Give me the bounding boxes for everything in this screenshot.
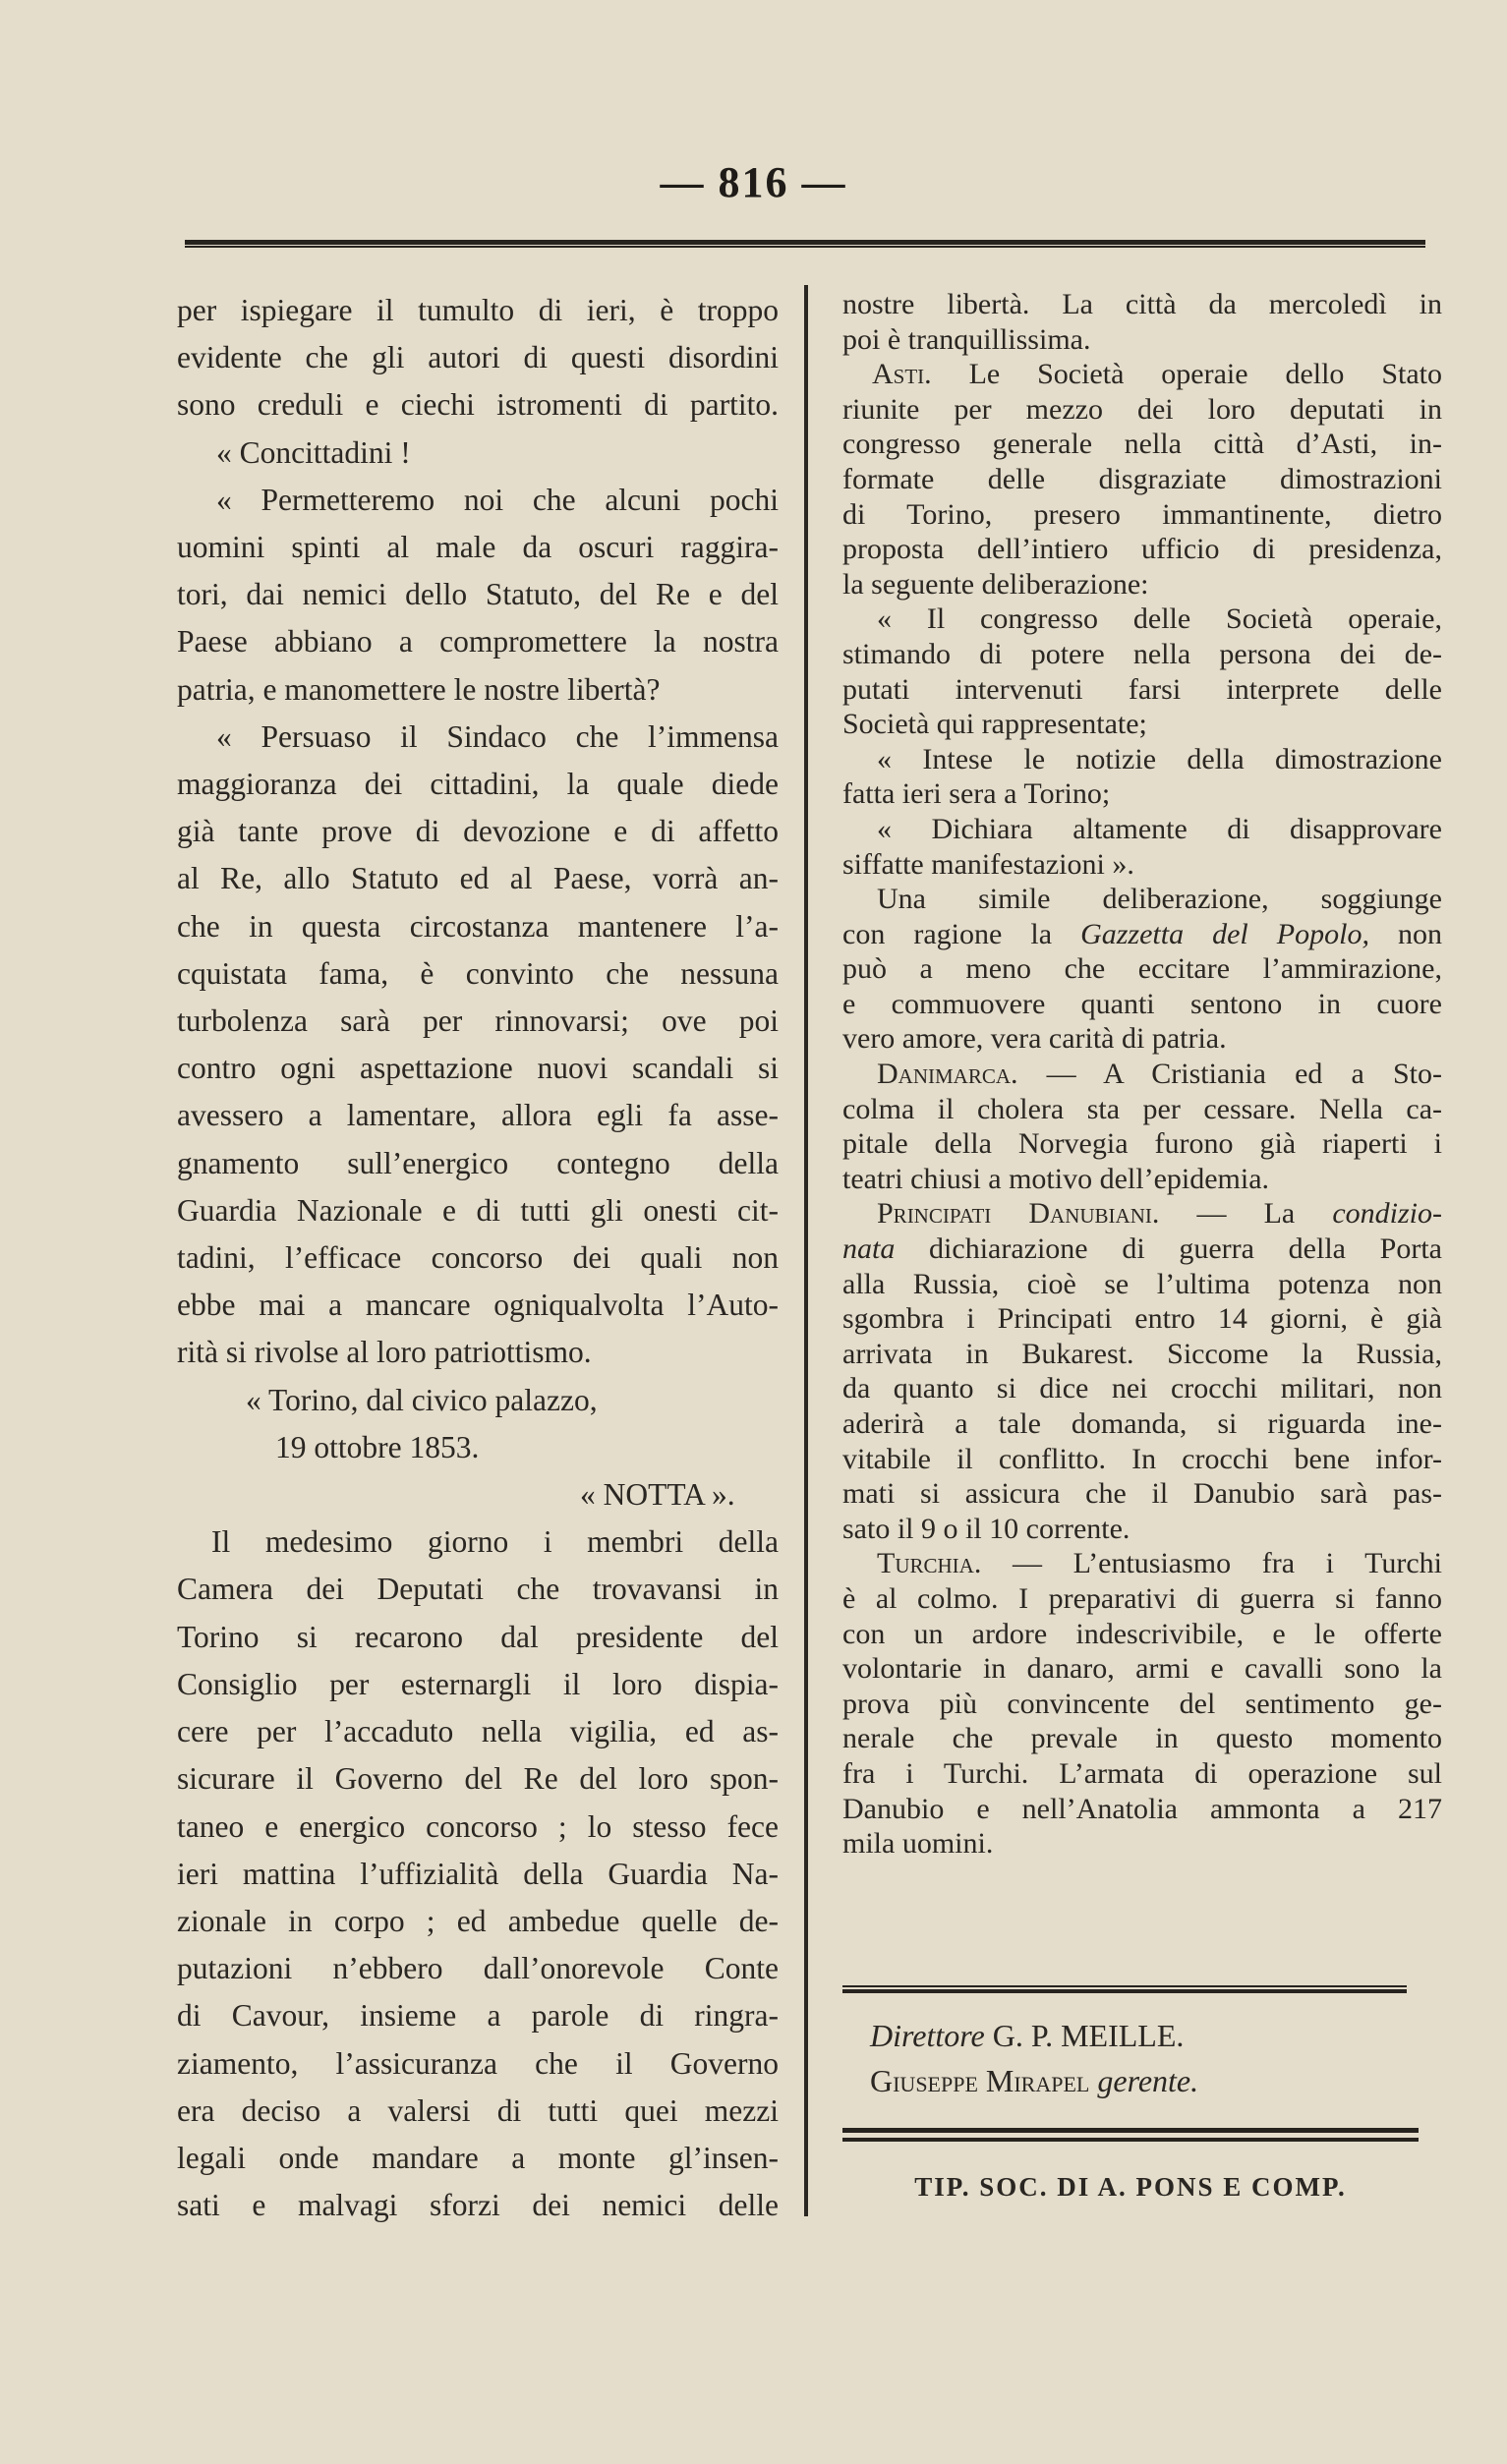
line-text: pitale della Norvegia furono già riaperti i <box>842 1127 1442 1161</box>
text-line <box>842 1442 1442 1477</box>
line-text: da quanto si dice nei crocchi militari, non <box>842 1372 1442 1405</box>
line-text: prova più convincente del sentimento ge- <box>842 1687 1442 1720</box>
line-text: — L’entusiasmo fra i Turchi <box>981 1547 1442 1580</box>
line-text: — A Cristiania ed a Sto- <box>1017 1058 1442 1091</box>
line-text: sati e malvagi sforzi dei nemici delle <box>177 2188 779 2223</box>
text-line <box>842 672 1442 708</box>
line-text: taneo e energico concorso ; lo stesso fece <box>177 1808 779 1844</box>
text-line <box>842 462 1442 497</box>
line-text: già tante prove di devozione e di affetto <box>177 814 779 849</box>
text-line <box>842 1826 1442 1862</box>
text-line <box>177 2135 779 2182</box>
text-line <box>842 847 1442 883</box>
text-line <box>177 1755 779 1803</box>
text-line <box>842 917 1442 952</box>
text-line <box>842 357 1442 392</box>
line-text: cquistata fama, è convinto che nessuna <box>177 955 779 991</box>
text-line <box>177 855 779 902</box>
line-text: formate delle disgraziate dimostrazioni <box>842 462 1442 495</box>
line-text: riunite per mezzo dei loro deputati in <box>842 392 1442 426</box>
director-name: G. P. MEILLE. <box>992 2018 1185 2053</box>
line-text: sato il 9 o il 10 corrente. <box>842 1512 1130 1545</box>
text-line <box>177 1804 779 1851</box>
text-line <box>842 532 1442 567</box>
line-text: era deciso a valersi di tutti quei mezzi <box>177 2092 779 2128</box>
text-line <box>177 1377 779 1424</box>
text-line <box>842 987 1442 1022</box>
text-line <box>842 1581 1442 1617</box>
section-heading: Asti. <box>872 358 932 391</box>
text-line <box>177 1566 779 1613</box>
text-line <box>177 477 779 524</box>
text-line <box>177 1045 779 1092</box>
line-text: 19 ottobre 1853. <box>275 1429 480 1464</box>
text-line <box>177 1614 779 1661</box>
line-text: legali onde mandare a monte gl’insen- <box>177 2140 779 2175</box>
line-text: proposta dell’intiero ufficio di presidenza, <box>842 533 1442 566</box>
italic-text: condizio- <box>1332 1197 1442 1231</box>
text-line <box>842 707 1442 742</box>
text-line <box>842 322 1442 358</box>
line-text: fatta ieri sera a Torino; <box>842 777 1111 811</box>
line-text: tori, dai nemici dello Statuto, del Re e del <box>177 577 779 612</box>
text-line <box>177 287 779 334</box>
line-text: non <box>1368 917 1443 950</box>
text-line <box>842 497 1442 533</box>
left-column <box>177 287 779 2229</box>
line-text: zionale in corpo ; ed ambedue quelle de- <box>177 1903 779 1938</box>
line-text: teatri chiusi a motivo dell’epidemia. <box>842 1162 1270 1195</box>
line-text: « Intese le notizie della dimostrazione <box>877 742 1442 775</box>
text-line <box>842 812 1442 847</box>
line-text: aderirà a tale domanda, si riguarda ine- <box>842 1407 1442 1440</box>
text-line <box>177 1898 779 1945</box>
line-text: di Cavour, insieme a parole di ringra- <box>177 1998 779 2034</box>
line-text: Paese abbiano a compromettere la nostra <box>177 624 779 659</box>
line-text: ziamento, l’assicuranza che il Governo <box>177 2045 779 2081</box>
section-heading: Turchia. <box>877 1547 982 1580</box>
text-line <box>842 1406 1442 1442</box>
imprint-rule <box>842 2128 1419 2142</box>
text-line <box>842 1756 1442 1792</box>
text-line <box>177 950 779 998</box>
text-line <box>177 1708 779 1755</box>
text-line <box>842 1232 1442 1267</box>
section-heading: Danimarca. <box>877 1058 1018 1091</box>
line-text: ieri mattina l’uffizialità della Guardia Na- <box>177 1856 779 1891</box>
line-text: Consiglio per esternargli il loro dispia- <box>177 1666 779 1701</box>
text-line <box>177 1282 779 1329</box>
text-line <box>842 1267 1442 1302</box>
line-text: congresso generale nella città d’Asti, in- <box>842 428 1442 461</box>
director-line <box>870 2013 1198 2058</box>
line-text: avessero a lamentare, allora egli fa asse- <box>177 1098 779 1133</box>
text-line <box>842 1337 1442 1372</box>
text-line <box>842 1126 1442 1162</box>
line-text: Guardia Nazionale e di tutti gli onesti cit- <box>177 1192 779 1228</box>
text-line <box>177 1140 779 1187</box>
text-line <box>842 1792 1442 1827</box>
line-text: siffatte manifestazioni ». <box>842 847 1134 881</box>
printer-imprint: TIP. SOC. DI A. PONS E COMP. <box>914 2172 1347 2202</box>
line-text: Danubio e nell’Anatolia ammonta a 217 <box>842 1792 1442 1825</box>
line-text: « Dichiara altamente di disapprovare <box>877 812 1442 845</box>
italic-text: Gazzetta del Popolo, <box>1080 917 1369 950</box>
line-text: nerale che prevale in questo momento <box>842 1722 1442 1755</box>
text-line <box>842 427 1442 462</box>
line-text: turbolenza sarà per rinnovarsi; ove poi <box>177 1003 779 1039</box>
text-line <box>842 567 1442 602</box>
line-text: mila uomini. <box>842 1827 994 1861</box>
line-text: è al colmo. I preparativi di guerra si fanno <box>842 1581 1442 1615</box>
line-text: contro ogni aspettazione nuovi scandali si <box>177 1051 779 1086</box>
text-line <box>177 714 779 761</box>
text-line <box>842 602 1442 637</box>
text-line <box>177 808 779 855</box>
section-heading: Principati Danubiani. <box>877 1197 1160 1231</box>
line-text: stimando di potere nella persona dei de- <box>842 637 1442 670</box>
line-text: Camera dei Deputati che trovavansi in <box>177 1572 779 1607</box>
text-line <box>842 287 1442 322</box>
line-text: « Concittadini ! <box>216 434 411 470</box>
text-line <box>842 1021 1442 1057</box>
text-line <box>842 1301 1442 1337</box>
text-line <box>177 1234 779 1282</box>
text-line <box>842 742 1442 777</box>
line-text: e commuovere quanti sentono in cuore <box>842 987 1442 1020</box>
text-line <box>842 882 1442 917</box>
text-line <box>842 1617 1442 1652</box>
text-line <box>177 1661 779 1708</box>
text-line <box>842 951 1442 987</box>
header-rule <box>185 240 1425 248</box>
line-text: con ragione la <box>842 917 1081 950</box>
right-column <box>842 287 1442 1862</box>
line-text: sono creduli e ciechi istromenti di partito. <box>177 387 779 423</box>
text-line <box>842 776 1442 812</box>
line-text: uomini spinti al male da oscuri raggira- <box>177 530 779 565</box>
text-line <box>177 998 779 1045</box>
line-text: arrivata in Bukarest. Siccome la Russia, <box>842 1337 1442 1370</box>
text-line <box>177 2182 779 2229</box>
manager-label: gerente. <box>1097 2063 1199 2098</box>
text-line <box>177 1187 779 1234</box>
line-text: rità si rivolse al loro patriottismo. <box>177 1335 592 1370</box>
text-line <box>177 1945 779 1992</box>
line-text: evidente che gli autori di questi disordini <box>177 340 779 375</box>
line-text: che in questa circostanza mantenere l’a- <box>177 908 779 944</box>
text-line <box>842 1476 1442 1512</box>
italic-text: nata <box>842 1232 896 1266</box>
text-line <box>842 1162 1442 1197</box>
line-text: può a meno che eccitare l’ammirazione, <box>842 952 1442 986</box>
footer-rule <box>842 1985 1407 1993</box>
line-text: « NOTTA ». <box>580 1477 735 1513</box>
line-text: volontarie in danaro, armi e cavalli sono la <box>842 1652 1442 1686</box>
line-text: vitabile il conflitto. In crocchi bene infor- <box>842 1442 1442 1475</box>
line-text: Società qui rappresentate; <box>842 708 1147 741</box>
line-text: la seguente deliberazione: <box>842 567 1149 601</box>
line-text: « Torino, dal civico palazzo, <box>246 1382 598 1417</box>
text-line <box>177 2088 779 2135</box>
line-text: alla Russia, cioè se l’ultima potenza non <box>842 1267 1442 1300</box>
line-text: nostre libertà. La città da mercoledì in <box>842 288 1442 320</box>
line-text: maggioranza dei cittadini, la quale diede <box>177 767 779 802</box>
line-text: vero amore, vera carità di patria. <box>842 1022 1227 1056</box>
text-line <box>177 761 779 808</box>
text-line <box>177 1471 779 1519</box>
credits <box>870 2013 1198 2103</box>
text-line <box>842 1721 1442 1756</box>
line-text: fra i Turchi. L’armata di operazione sul <box>842 1756 1442 1790</box>
text-line <box>842 1057 1442 1092</box>
text-line <box>842 1546 1442 1581</box>
line-text: tadini, l’efficace concorso dei quali non <box>177 1240 779 1276</box>
line-text: al Re, allo Statuto ed al Paese, vorrà an- <box>177 861 779 896</box>
text-line <box>177 1424 779 1471</box>
text-line <box>842 1092 1442 1127</box>
line-text: poi è tranquillissima. <box>842 322 1091 356</box>
text-line <box>177 381 779 429</box>
line-text: Torino si recarono dal presidente del <box>177 1619 779 1654</box>
line-text: « Permetteremo noi che alcuni pochi <box>216 482 779 517</box>
text-line <box>177 1851 779 1898</box>
text-line <box>177 334 779 381</box>
manager-line <box>870 2058 1198 2103</box>
line-text: « Persuaso il Sindaco che l’immensa <box>216 718 779 754</box>
line-text: cere per l’accaduto nella vigilia, ed as- <box>177 1714 779 1749</box>
text-line <box>842 637 1442 672</box>
text-line <box>842 1687 1442 1722</box>
line-text: Una simile deliberazione, soggiunge <box>877 883 1442 916</box>
line-text: per ispiegare il tumulto di ieri, è troppo <box>177 293 779 327</box>
text-line <box>842 1512 1442 1547</box>
line-text: Le Società operaie dello Stato <box>931 358 1442 391</box>
line-text: « Il congresso delle Società operaie, <box>877 602 1442 636</box>
text-line <box>177 1092 779 1139</box>
text-line <box>177 2040 779 2088</box>
text-line <box>177 1329 779 1376</box>
line-text: colma il cholera sta per cessare. Nella ca- <box>842 1092 1442 1125</box>
line-text: dichiarazione di guerra della Porta <box>895 1232 1442 1266</box>
line-text: sicurare il Governo del Re del loro spon- <box>177 1761 779 1797</box>
text-line <box>842 1371 1442 1406</box>
text-line <box>177 571 779 618</box>
text-line <box>842 1196 1442 1232</box>
line-text: putazioni n’ebbero dall’onorevole Conte <box>177 1951 779 1986</box>
manager-name: Giuseppe Mirapel <box>870 2063 1090 2098</box>
line-text: patria, e manomettere le nostre libertà? <box>177 671 661 707</box>
text-line <box>177 524 779 571</box>
line-text: di Torino, presero immantinente, dietro <box>842 497 1442 531</box>
line-text: mati si assicura che il Danubio sarà pas- <box>842 1477 1442 1511</box>
line-text: putati intervenuti farsi interprete delle <box>842 672 1442 706</box>
text-line <box>177 903 779 950</box>
text-line <box>177 430 779 477</box>
text-line <box>177 1519 779 1566</box>
text-line <box>842 392 1442 428</box>
page-number: — 816 — <box>660 158 847 206</box>
line-text: Il medesimo giorno i membri della <box>211 1524 779 1560</box>
line-text: — La <box>1159 1197 1333 1231</box>
column-divider <box>804 285 808 2216</box>
text-line <box>177 666 779 714</box>
text-line <box>842 1651 1442 1687</box>
line-text: sgombra i Principati entro 14 giorni, è già <box>842 1302 1442 1336</box>
line-text: gnamento sull’energico contegno della <box>177 1145 779 1180</box>
line-text: ebbe mai a mancare ogniqualvolta l’Auto- <box>177 1288 779 1323</box>
text-line <box>177 1992 779 2039</box>
text-line <box>177 618 779 665</box>
line-text: con un ardore indescrivibile, e le offerte <box>842 1617 1442 1650</box>
director-label: Direttore <box>870 2018 985 2053</box>
